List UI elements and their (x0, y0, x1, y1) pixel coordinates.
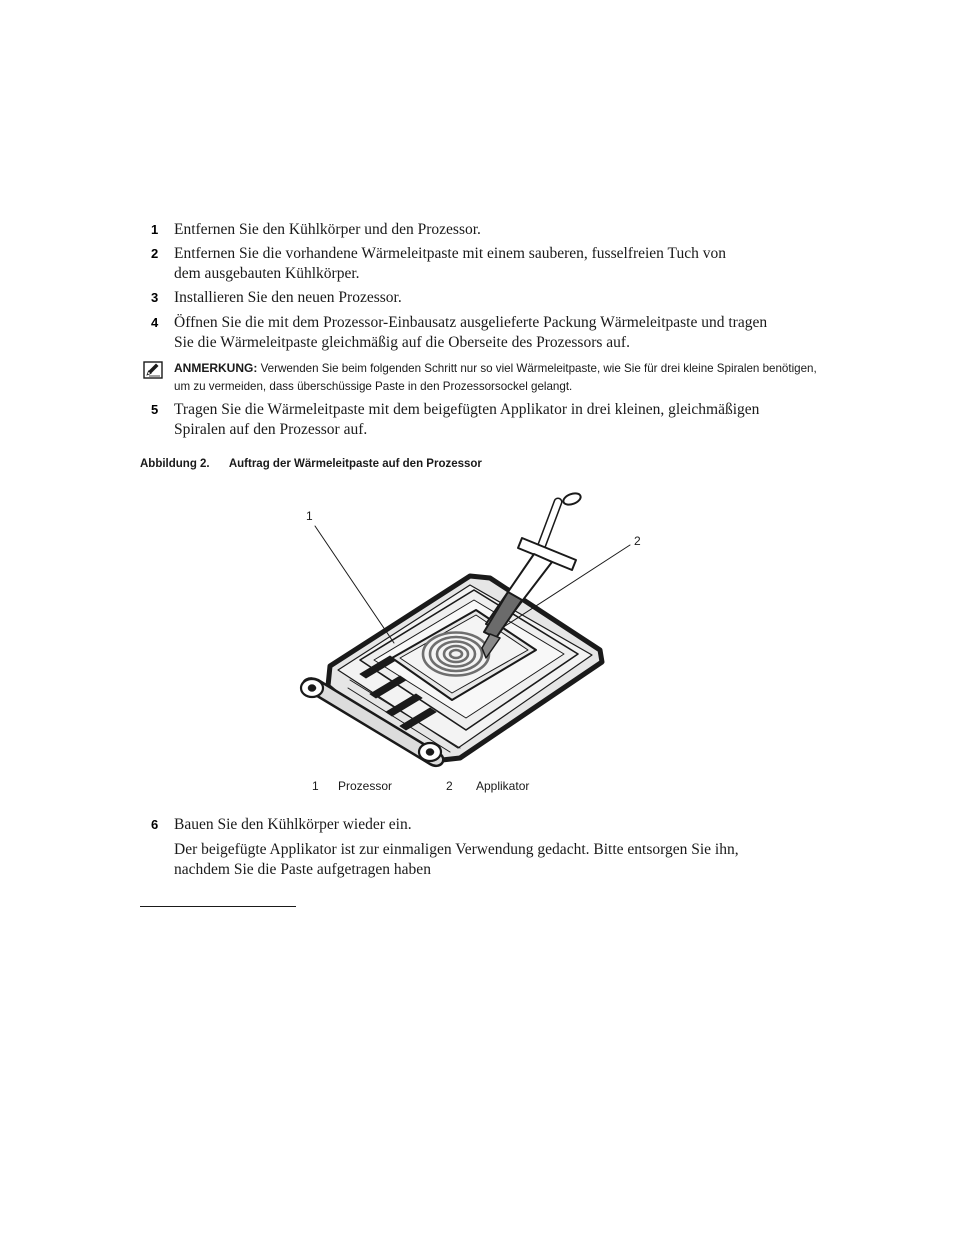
step-text: Entfernen Sie den Kühlkörper und den Prozessor. (174, 221, 481, 238)
step-number: 2 (151, 246, 159, 261)
figure-title: Auftrag der Wärmeleitpaste auf den Prozessor (228, 458, 482, 470)
step-number: 3 (151, 290, 159, 305)
legend-label-1: Prozessor (338, 779, 393, 793)
step-text: Installieren Sie den neuen Prozessor. (174, 289, 402, 306)
step-text: Bauen Sie den Kühlkörper wieder ein. (174, 816, 412, 833)
legend-number-2: 2 (446, 779, 453, 793)
note-box (0, 360, 954, 400)
legend-number-1: 1 (312, 779, 319, 793)
step-number: 5 (151, 402, 159, 417)
step-number: 1 (151, 222, 159, 237)
socket-illustration (290, 490, 660, 780)
step-text: Öffnen Sie die mit dem Prozessor-Einbausatz ausgelieferte Packung Wärmeleitpaste und tragen Sie die Wärmeleitpaste gleichmäßig auf die Oberseite des Prozessors auf. (174, 314, 768, 351)
figure-caption (140, 458, 482, 470)
callout-1: 1 (306, 509, 313, 523)
note-body: Verwenden Sie beim folgenden Schritt nur so viel Wärmeleitpaste, wie Sie für drei kleine Spiralen benötigen, um zu vermeiden, dass überschüssige Paste in den Prozessorsockel gelangt. (174, 362, 817, 393)
pencil-note-icon (143, 361, 163, 379)
footnote-divider (140, 906, 296, 907)
callout-2: 2 (634, 534, 641, 548)
figure-number: Abbildung 2. (140, 458, 210, 470)
step-text: Tragen Sie die Wärmeleitpaste mit dem beigefügten Applikator in drei kleinen, gleichmäßigen Spiralen auf den Prozessor auf. (174, 401, 760, 438)
leader-line-1 (315, 526, 394, 643)
thermal-paste-figure (290, 490, 660, 780)
step-number: 6 (151, 817, 159, 832)
note-text (174, 360, 824, 395)
step-number: 4 (151, 315, 159, 330)
closing-paragraph: Der beigefügte Applikator ist zur einmaligen Verwendung gedacht. Bitte entsorgen Sie ihn, nachdem Sie die Paste aufgetragen haben (174, 841, 739, 878)
step-text: Entfernen Sie die vorhandene Wärmeleitpaste mit einem sauberen, fusselfreien Tuch von dem ausgebauten Kühlkörper. (174, 245, 726, 282)
note-label: ANMERKUNG: (174, 361, 258, 375)
legend-label-2: Applikator (476, 779, 530, 793)
